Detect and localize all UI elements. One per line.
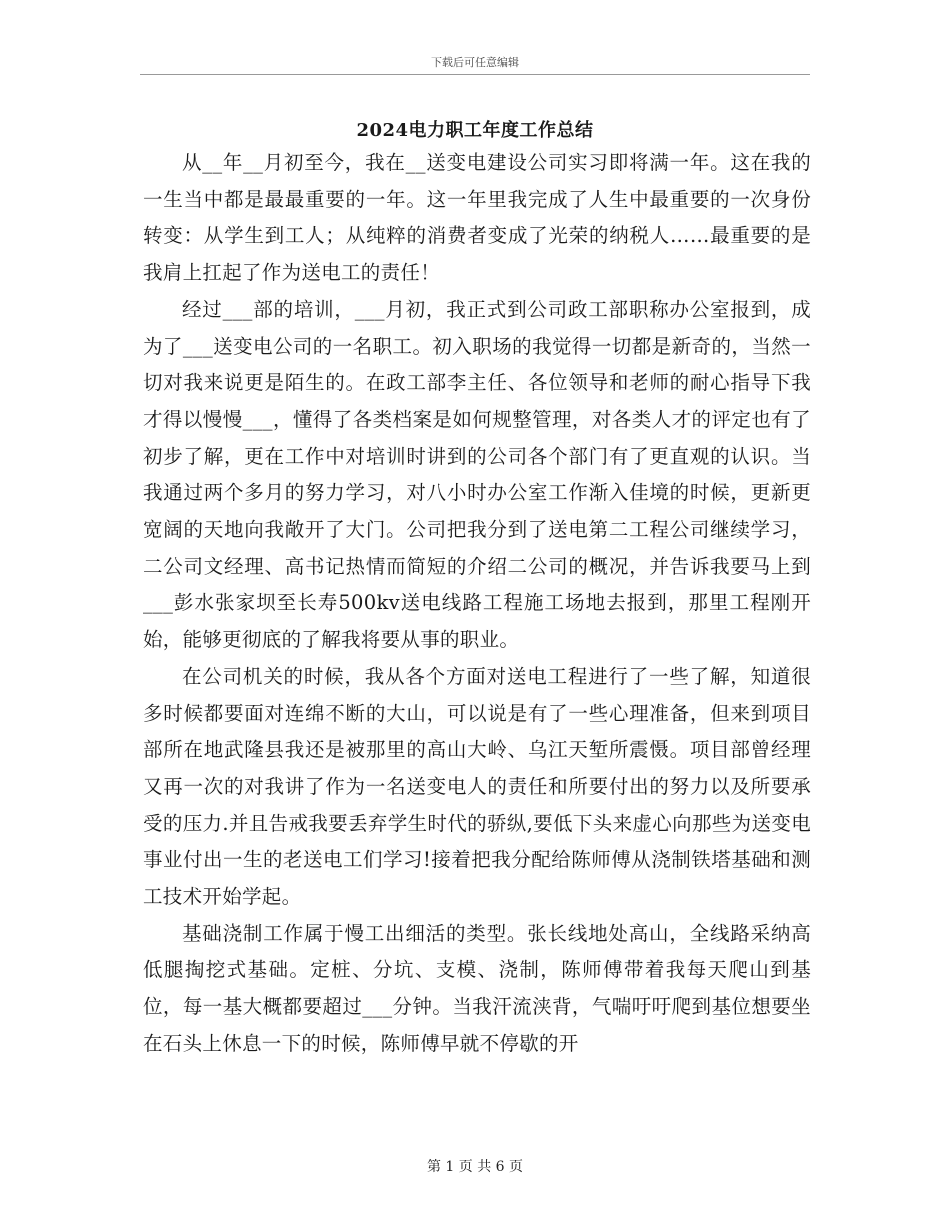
header-note: 下载后可任意编辑 <box>431 56 519 69</box>
page-number: 第 1 页 共 6 页 <box>426 1159 524 1175</box>
paragraph-4: 基础浇制工作属于慢工出细活的类型。张长线地处高山，全线路采纳高低腿掏挖式基础。定桩、分坑、支模、浇制，陈师傅带着我每天爬山到基位，每一基大概都要超过___分钟。当我汗流浃背，气喘吁吁爬到基位想要坐在石头上休息一下的时候，陈师傅早就不停歇的开 <box>143 921 811 1055</box>
document-title: 2024电力职工年度工作总结 <box>356 120 594 141</box>
document-body <box>143 145 811 1063</box>
header-divider <box>140 74 810 75</box>
paragraph-1: 从__年__月初至今，我在__送变电建设公司实习即将满一年。这在我的一生当中都是最最重要的一年。这一年里我完成了人生中最重要的一次身份转变：从学生到工人；从纯粹的消费者变成了光荣的纳税人……最重要的是我肩上扛起了作为送电工的责任！ <box>143 151 811 285</box>
paragraph-2: 经过___部的培训，___月初，我正式到公司政工部职称办公室报到，成为了___送变电公司的一名职工。初入职场的我觉得一切都是新奇的，当然一切对我来说更是陌生的。在政工部李主任、各位领导和老师的耐心指导下我才得以慢慢___，懂得了各类档案是如何规整管理，对各类人才的评定也有了初步了解，更在工作中对培训时讲到的公司各个部门有了更直观的认识。当我通过两个多月的努力学习，对八小时办公室工作渐入佳境的时候，更新更宽阔的天地向我敞开了大门。公司把我分到了送电第二工程公司继续学习，二公司文经理、高书记热情而简短的介绍二公司的概况，并告诉我要马上到___彭水张家坝至长寿500kv送电线路工程施工场地去报到，那里工程刚开始，能够更彻底的了解我将要从事的职业。 <box>143 297 811 652</box>
paragraph-3: 在公司机关的时候，我从各个方面对送电工程进行了一些了解，知道很多时候都要面对连绵不断的大山，可以说是有了一些心理准备，但来到项目部所在地武隆县我还是被那里的高山大岭、乌江天堑所震慑。项目部曾经理又再一次的对我讲了作为一名送变电人的责任和所要付出的努力以及所要承受的压力.并且告戒我要丢弃学生时代的骄纵,要低下头来虚心向那些为送变电事业付出一生的老送电工们学习!接着把我分配给陈师傅从浇制铁塔基础和测工技术开始学起。 <box>143 664 811 909</box>
